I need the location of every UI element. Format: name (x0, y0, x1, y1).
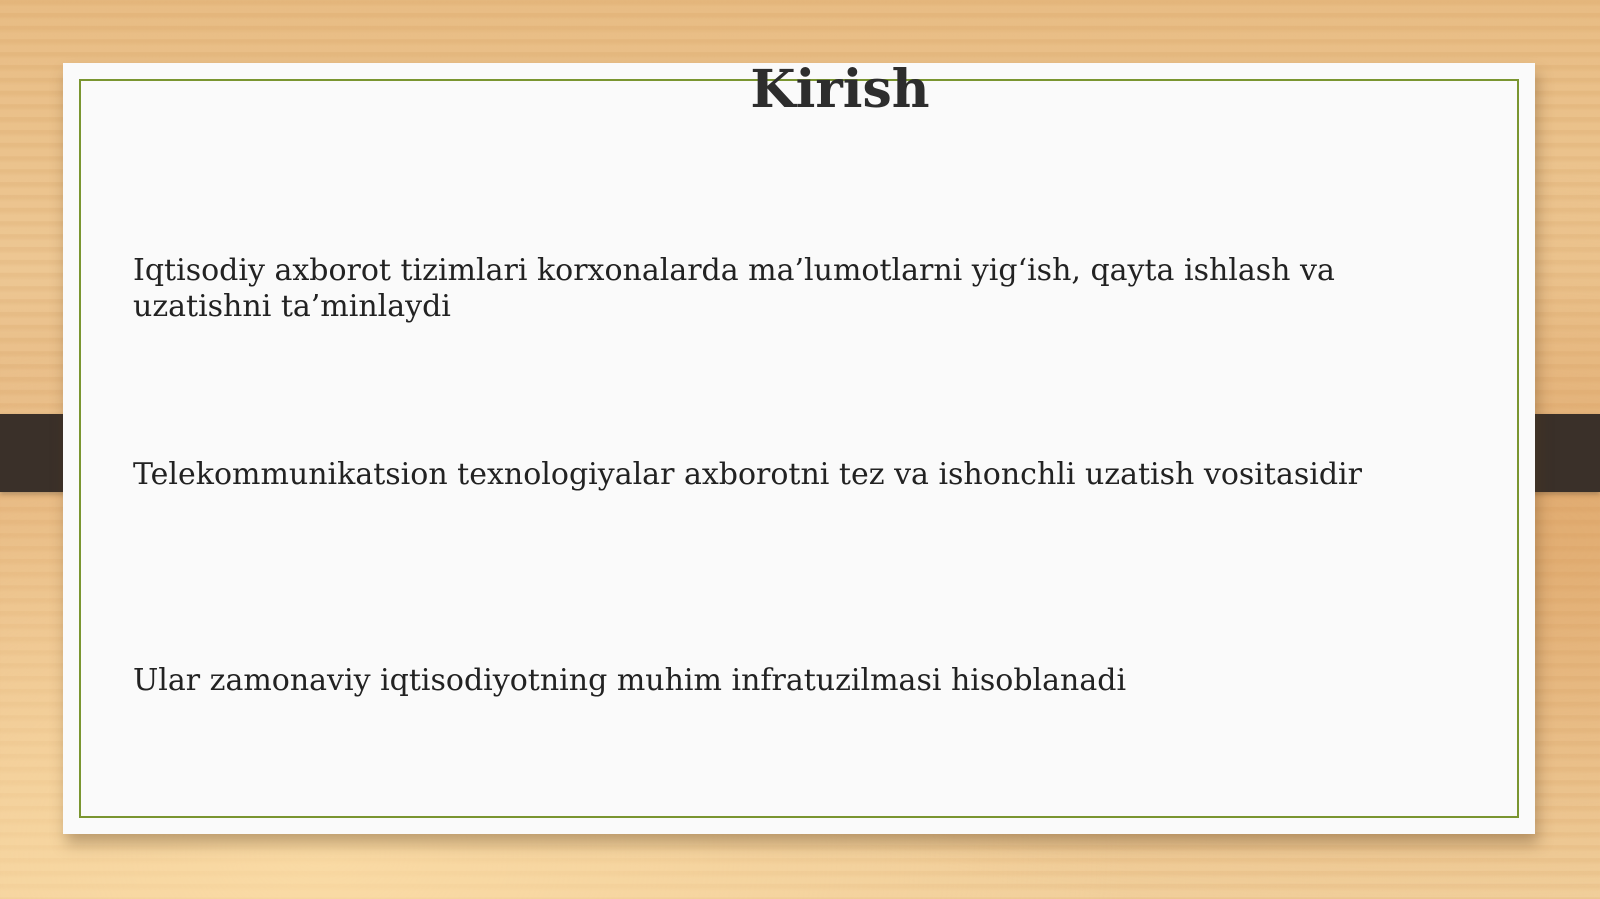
bullet-item-2: Telekommunikatsion texnologiyalar axborotni tez va ishonchli uzatish vositasidir (133, 457, 1362, 492)
slide-title: Kirish (750, 59, 930, 120)
bullet-item-3: Ular zamonaviy iqtisodiyotning muhim infratuzilmasi hisoblanadi (133, 663, 1127, 698)
slide-card (63, 63, 1535, 834)
bullet-item-1: Iqtisodiy axborot tizimlari korxonalarda ma’lumotlarni yig‘ish, qayta ishlash va uzatishni ta’minlaydi (133, 253, 1335, 324)
slide-inner-border (79, 79, 1519, 818)
